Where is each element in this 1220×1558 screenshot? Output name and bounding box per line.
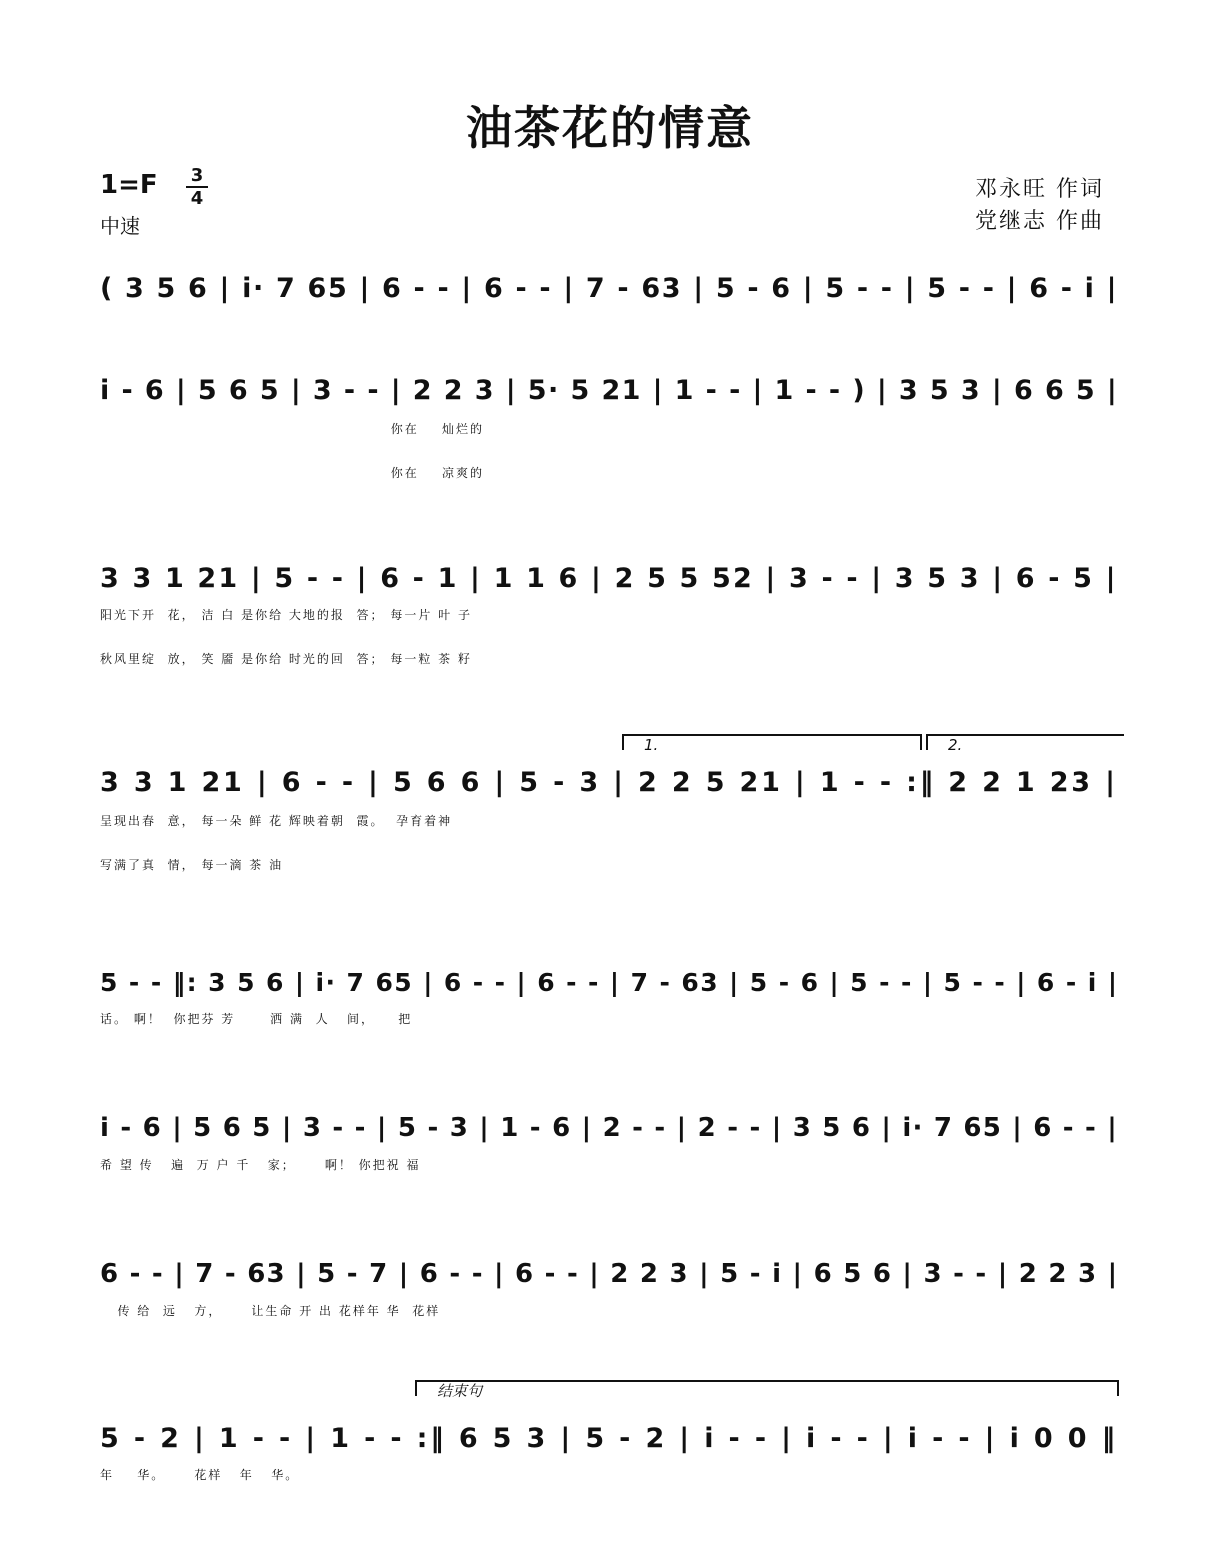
time-signature-top: 3 <box>190 165 204 186</box>
notation-line <box>100 762 1122 802</box>
notation-text: 3 3 1 21 | 5 - - | 6 - 1 | 1 1 6 | 2 5 5 52 | 3 - - | 3 5 3 | 6 - 5 | <box>100 562 1118 594</box>
lyric-verse-1: 希 望 传 遍 万 户 千 家； 啊！ 你把祝 福 <box>100 1158 421 1172</box>
notation-line <box>100 268 1122 308</box>
time-signature-bottom: 4 <box>190 188 204 209</box>
lyric-verse-1: 话。 啊！ 你把芬 芳 洒 满 人 间， 把 <box>100 1012 413 1026</box>
lyric-verse-1: 呈现出春 意， 每一朵 鲜 花 辉映着朝 霞。 孕育着神 <box>100 814 453 828</box>
notation-text: 3 3 1 21 | 6 - - | 5 6 6 | 5 - 3 | 2 2 5 21 | 1 - - :‖ 2 2 1 23 | <box>100 766 1118 798</box>
notation-line <box>100 370 1122 410</box>
tempo-marking: 中速 <box>100 214 140 238</box>
key-signature: 1=F <box>100 170 158 200</box>
notation-text: 6 - - | 7 - 63 | 5 - 7 | 6 - - | 6 - - | 2 2 3 | 5 - i | 6 5 6 | 3 - - | 2 2 3 | <box>100 1259 1119 1289</box>
notation-line <box>100 962 1122 1002</box>
notation-line <box>100 1418 1122 1458</box>
notation-text: i - 6 | 5 6 5 | 3 - - | 5 - 3 | 1 - 6 | 2 - - | 2 - - | 3 5 6 | i· 7 65 | 6 - - | <box>100 1113 1119 1143</box>
lyric-verse-1: 传 给 远 方， 让生命 开 出 花样年 华 花样 <box>100 1304 441 1318</box>
second-ending-bracket: 2. <box>926 734 1124 750</box>
lyric-verse-1: 阳光下开 花， 洁 白 是你给 大地的报 答； 每一片 叶 子 <box>100 608 472 622</box>
lyric-verse-1: 年 华。 花样 年 华。 <box>100 1468 300 1482</box>
notation-text: 5 - - ‖: 3 5 6 | i· 7 65 | 6 - - | 6 - - | 7 - 63 | 5 - 6 | 5 - - | 5 - - | 6 - i | <box>100 967 1119 997</box>
song-title: 油茶花的情意 <box>466 101 754 155</box>
lyricist-credit: 邓永旺 作词 <box>975 177 1104 202</box>
composer-credit: 党继志 作曲 <box>975 209 1104 234</box>
notation-text: 5 - 2 | 1 - - | 1 - - :‖ 6 5 3 | 5 - 2 | i - - | i - - | i - - | i 0 0 ‖ <box>100 1422 1118 1454</box>
lyric-verse-2: 秋风里绽 放， 笑 靥 是你给 时光的回 答； 每一粒 茶 籽 <box>100 652 472 666</box>
notation-text: ( 3 5 6 | i· 7 65 | 6 - - | 6 - - | 7 - 63 | 5 - 6 | 5 - - | 5 - - | 6 - i | <box>100 272 1119 304</box>
lyric-verse-2: 写满了真 情， 每一滴 茶 油 <box>100 858 284 872</box>
notation-line <box>100 1108 1122 1148</box>
time-signature <box>186 166 208 208</box>
notation-line <box>100 558 1122 598</box>
notation-line <box>100 1254 1122 1294</box>
lyric-verse-2: 你在 凉爽的 <box>100 466 484 480</box>
first-ending-bracket: 1. <box>622 734 922 750</box>
lyric-verse-1: 你在 灿烂的 <box>100 422 484 436</box>
ending-phrase-bracket: 结束句 <box>415 1380 1119 1396</box>
notation-text: i - 6 | 5 6 5 | 3 - - | 2 2 3 | 5· 5 21 | 1 - - | 1 - - ) | 3 5 3 | 6 6 5 | <box>100 374 1119 406</box>
